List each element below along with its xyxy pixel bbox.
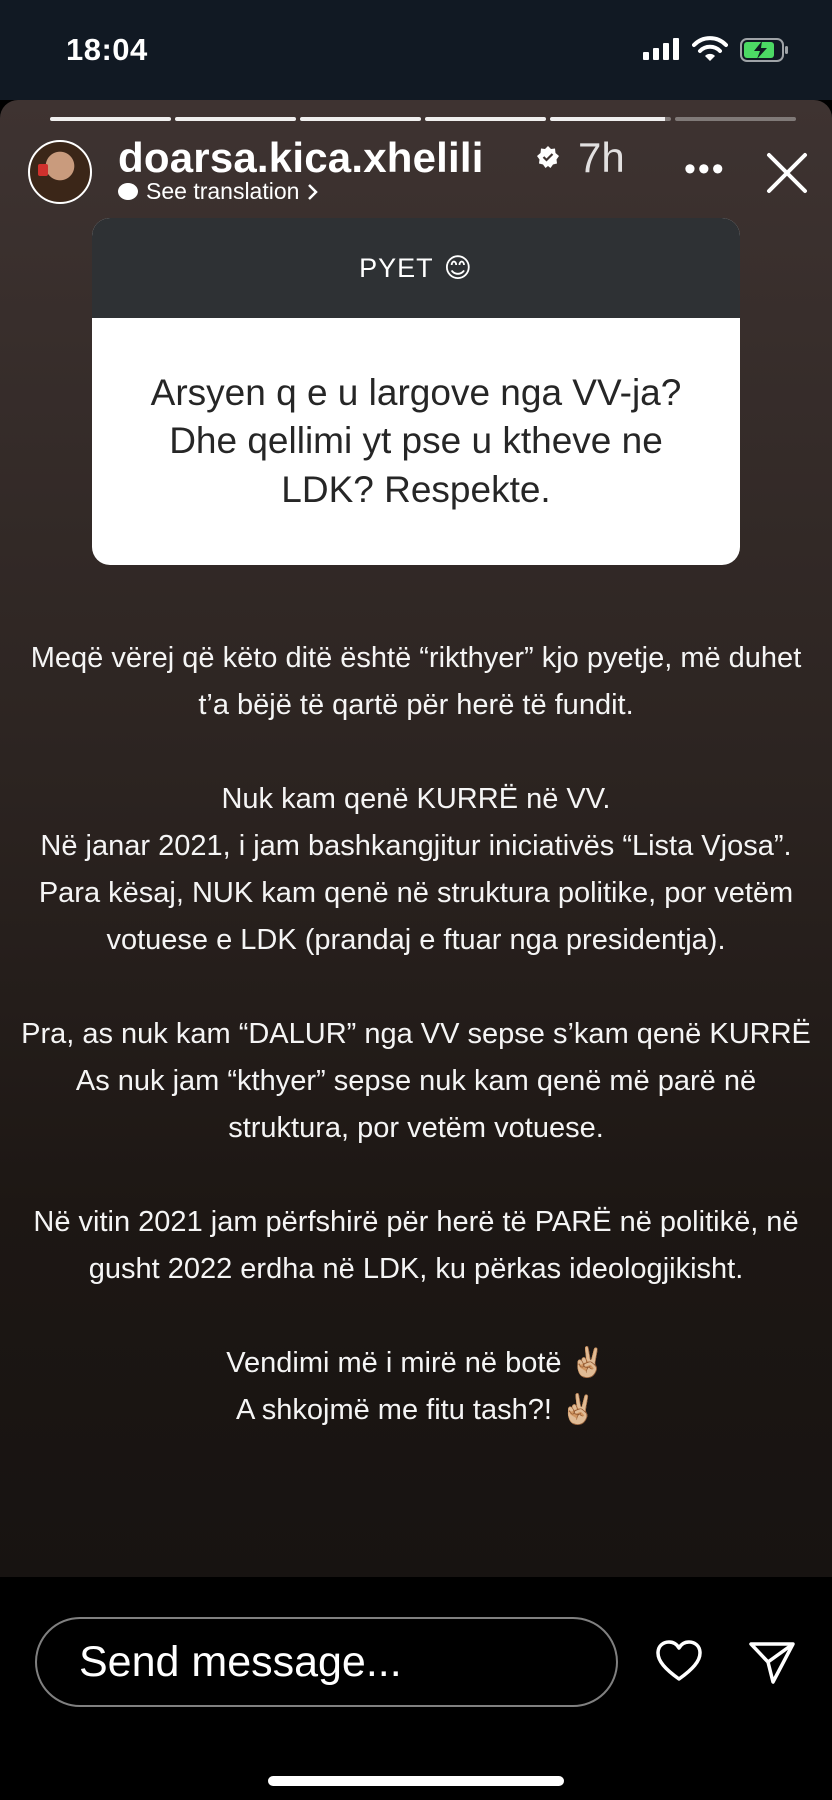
wifi-icon [692,36,728,62]
verified-badge-icon [536,145,560,169]
status-time: 18:04 [66,32,148,67]
status-bar [0,0,832,100]
chevron-right-icon [307,183,319,201]
answer-line: Nuk kam qenë KURRË në VV. [221,783,611,815]
story-text [20,635,812,1481]
reply-bar [0,1577,832,1800]
answer-line: A shkojmë me fitu tash?! ✌🏼 [235,1394,597,1426]
see-translation-label: See translation [146,178,300,204]
story-viewer[interactable] [0,100,832,1577]
question-sticker-title: PYET [359,252,434,283]
heart-icon[interactable] [655,1639,703,1683]
answer-line: Pra, as nuk kam “DALUR” nga VV sepse s’kam qenë KURRË [21,1018,811,1050]
send-icon[interactable] [748,1641,796,1685]
answer-line: gusht 2022 erdha në LDK, ku përkas ideologjikisht. [88,1253,744,1285]
story-progress-segment [300,117,421,121]
translation-icon [118,183,138,200]
close-icon[interactable] [766,152,808,194]
posted-time: 7h [578,134,625,181]
answer-paragraph-2 [20,776,812,964]
answer-line: Në janar 2021, i jam bashkangjitur iniciativës “Lista Vjosa”. [40,830,792,862]
answer-line: Në vitin 2021 jam përfshirë për herë të PARË në politikë, në [33,1206,799,1238]
send-message-input[interactable]: Send message... [35,1617,618,1707]
answer-line: t’a bëjë të qartë për herë të fundit. [198,689,634,721]
story-progress-bar [50,117,796,121]
story-progress-segment [550,117,671,121]
more-options-icon[interactable]: ••• [684,150,726,188]
answer-paragraph-4 [20,1199,812,1293]
see-translation-link[interactable] [118,178,319,205]
answer-line: Meqë vërej që këto ditë është “rikthyer” kjo pyetje, më duhet [30,642,802,674]
story-progress-segment [425,117,546,121]
answer-line: struktura, por vetëm votuese. [228,1112,604,1144]
answer-line: votuese e LDK (prandaj e ftuar nga presidentja). [106,924,726,956]
answer-line: Para kësaj, NUK kam qenë në struktura politike, por vetëm [38,877,794,909]
cellular-signal-icon [643,38,679,60]
story-progress-segment [175,117,296,121]
question-sticker[interactable] [92,218,740,565]
username[interactable]: doarsa.kica.xhelili [118,134,484,181]
avatar-badge [38,164,48,176]
answer-paragraph-1 [20,635,812,729]
story-progress-segment [50,117,171,121]
answer-line: As nuk jam “kthyer” sepse nuk kam qenë më parë në [75,1065,757,1097]
smiling-emoji-icon: 😊 [443,252,473,284]
answer-paragraph-5 [20,1340,812,1434]
question-text: Arsyen q e u largove nga VV-ja? Dhe qellimi yt pse u ktheve ne LDK? Respekte. [150,372,682,510]
question-sticker-header [92,218,740,318]
battery-charging-icon [740,38,790,62]
answer-paragraph-3 [20,1011,812,1152]
home-indicator [268,1776,564,1786]
answer-line: Vendimi më i mirë në botë ✌🏼 [226,1347,606,1379]
avatar[interactable] [28,140,92,204]
story-progress-segment [675,117,796,121]
